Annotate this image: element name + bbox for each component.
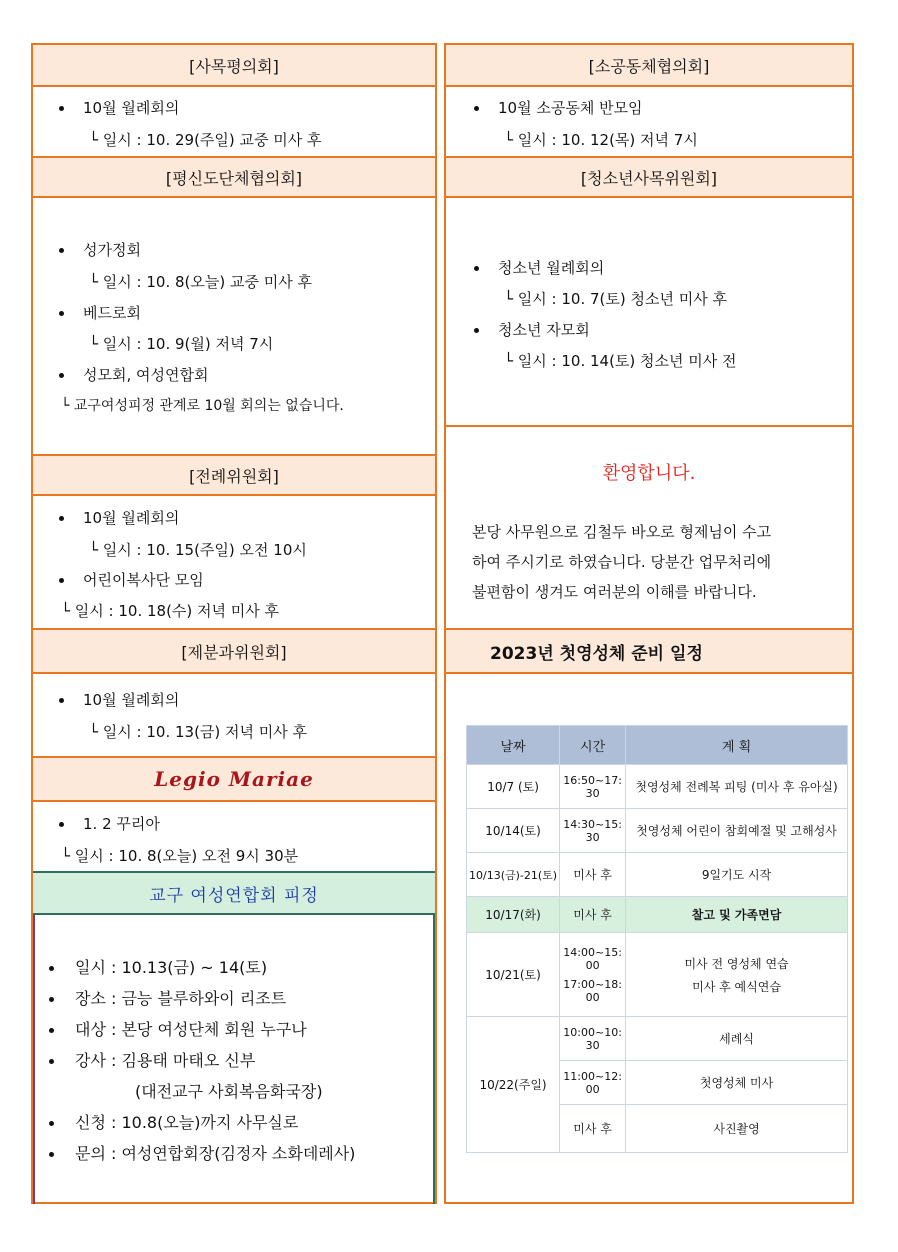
left-column: [31, 43, 437, 1204]
list-item-detail: └ 교구여성피정 관계로 10월 회의는 없습니다.: [61, 398, 344, 414]
laity-council-body: [33, 198, 435, 454]
bullet-icon: [474, 266, 479, 271]
date-cell: 10/14(토): [467, 809, 560, 853]
list-item-detail: └ 일시 : 10. 8(오늘) 교중 미사 후: [89, 273, 312, 291]
plan-cell: 첫영성체 미사: [626, 1061, 848, 1105]
table-row: [467, 933, 848, 1017]
time-value: 17:00~18:00: [563, 977, 622, 1004]
list-item-detail: └ 일시 : 10. 15(주일) 오전 10시: [89, 541, 307, 559]
list-item: 1. 2 꾸리아: [83, 815, 160, 833]
bullet-icon: [59, 516, 64, 521]
list-item: 베드로회: [83, 304, 141, 322]
liturgy-committee-body: [33, 496, 435, 628]
list-item-detail: └ 일시 : 10. 29(주일) 교중 미사 후: [89, 131, 322, 149]
liturgy-committee-title: [전례위원회]: [189, 466, 279, 486]
time-cell: 11:00~12:00: [560, 1061, 626, 1105]
date-cell: 10/22(주일): [467, 1017, 560, 1153]
list-item-detail: └ 일시 : 10. 12(목) 저녁 7시: [504, 131, 698, 149]
list-item-detail: └ 일시 : 10. 18(수) 저녁 미사 후: [61, 602, 280, 620]
pastoral-council-header: [33, 45, 435, 87]
liturgy-committee-header: [33, 454, 435, 496]
date-cell: 10/13(금)-21(토): [467, 853, 560, 897]
list-item-detail: └ 일시 : 10. 13(금) 저녁 미사 후: [89, 723, 308, 741]
table-row: [467, 765, 848, 809]
list-item: 어린이복사단 모임: [83, 571, 204, 589]
community-council-body: [446, 87, 852, 157]
column-header-plan: 계 획: [626, 726, 848, 765]
bullet-icon: [49, 1121, 54, 1126]
table-row: [467, 809, 848, 853]
table-row: [467, 853, 848, 897]
list-item: 성모회, 여성연합회: [83, 366, 209, 384]
time-cell: 16:50~17:30: [560, 765, 626, 809]
list-item: 10월 소공동체 반모임: [498, 99, 643, 117]
community-council-header: [446, 45, 852, 87]
time-value: 14:00~15:00: [563, 945, 622, 972]
retreat-item: 강사 : 김용태 마태오 신부: [75, 1051, 256, 1070]
welcome-title: 환영합니다.: [602, 463, 696, 484]
laity-council-header: [33, 156, 435, 198]
youth-committee-header: [446, 156, 852, 198]
legio-mariae-header: [33, 756, 435, 802]
retreat-item: 신청 : 10.8(오늘)까지 사무실로: [75, 1113, 299, 1132]
bullet-icon: [59, 578, 64, 583]
first-communion-header: [446, 628, 852, 674]
bullet-icon: [49, 1028, 54, 1033]
column-header-time: 시간: [560, 726, 626, 765]
plan-cell: 첫영성체 어린이 참회예절 및 고해성사: [626, 809, 848, 853]
plan-cell: 사진촬영: [626, 1105, 848, 1153]
welcome-line: 본당 사무원으로 김철두 바오로 형제님이 수고: [472, 523, 772, 541]
table-row: [467, 897, 848, 933]
plan-value: 미사 전 영성체 연습: [684, 956, 789, 971]
bullet-icon: [59, 106, 64, 111]
plan-cell: 세례식: [626, 1017, 848, 1061]
table-row: [467, 1017, 848, 1061]
welcome-line: 불편함이 생겨도 여러분의 이해를 바랍니다.: [472, 583, 757, 601]
list-item: 성가정회: [83, 241, 141, 259]
list-item-detail: └ 일시 : 10. 14(토) 청소년 미사 전: [504, 352, 737, 370]
list-item: 청소년 월례회의: [498, 259, 605, 277]
plan-cell: 9일기도 시작: [626, 853, 848, 897]
legio-mariae-body: [33, 802, 435, 872]
plan-cell: 첫영성체 전례복 피팅 (미사 후 유아실): [626, 765, 848, 809]
bullet-icon: [49, 997, 54, 1002]
retreat-speaker-note: (대전교구 사회복음화국장): [135, 1082, 323, 1101]
time-cell: 10:00~10:30: [560, 1017, 626, 1061]
first-communion-schedule-table: [466, 725, 848, 1153]
retreat-item: 일시 : 10.13(금) ~ 14(토): [75, 958, 268, 977]
retreat-title: 교구 여성연합회 피정: [149, 885, 319, 906]
bullet-icon: [474, 328, 479, 333]
laity-council-title: [평신도단체협의회]: [165, 168, 303, 188]
pastoral-council-body: [33, 87, 435, 157]
bullet-icon: [49, 1059, 54, 1064]
date-cell: 10/21(토): [467, 933, 560, 1017]
bullet-icon: [49, 1152, 54, 1157]
bullet-icon: [59, 822, 64, 827]
retreat-item: 문의 : 여성연합회장(김정자 소화데레사): [75, 1144, 356, 1163]
time-cell: 미사 후: [560, 897, 626, 933]
welcome-section: [446, 427, 852, 627]
plan-value: 미사 후 예식연습: [692, 979, 781, 994]
time-cell: [560, 933, 626, 1017]
plan-cell: [626, 933, 848, 1017]
retreat-header: [33, 871, 435, 915]
bullet-icon: [49, 966, 54, 971]
list-item-detail: └ 일시 : 10. 9(월) 저녁 7시: [89, 335, 274, 353]
bullet-icon: [59, 248, 64, 253]
youth-committee-body: [446, 198, 852, 427]
time-cell: 미사 후: [560, 1105, 626, 1153]
bullet-icon: [474, 106, 479, 111]
bullet-icon: [59, 698, 64, 703]
list-item: 10월 월례회의: [83, 99, 180, 117]
first-communion-title: 2023년 첫영성체 준비 일정: [490, 643, 703, 664]
right-column: [444, 43, 854, 1204]
altar-committee-title: [제분과위원회]: [181, 642, 287, 662]
youth-committee-title: [청소년사목위원회]: [580, 168, 718, 188]
pastoral-council-title: [사목평의회]: [189, 56, 279, 76]
retreat-item: 장소 : 금능 블루하와이 리조트: [75, 989, 287, 1008]
retreat-item: 대상 : 본당 여성단체 회원 누구나: [75, 1020, 307, 1039]
list-item: 10월 월례회의: [83, 691, 180, 709]
date-cell: 10/7 (토): [467, 765, 560, 809]
list-item-detail: └ 일시 : 10. 8(오늘) 오전 9시 30분: [61, 847, 299, 865]
time-cell: 14:30~15:30: [560, 809, 626, 853]
welcome-line: 하여 주시기로 하였습니다. 당분간 업무처리에: [472, 553, 772, 571]
list-item: 10월 월례회의: [83, 509, 180, 527]
date-cell: 10/17(화): [467, 897, 560, 933]
time-cell: 미사 후: [560, 853, 626, 897]
plan-cell: 찰고 및 가족면담: [626, 897, 848, 933]
community-council-title: [소공동체협의회]: [588, 56, 710, 76]
altar-committee-body: [33, 674, 435, 756]
altar-committee-header: [33, 628, 435, 674]
list-item-detail: └ 일시 : 10. 7(토) 청소년 미사 후: [504, 290, 727, 308]
list-item: 청소년 자모회: [498, 321, 590, 339]
legio-mariae-title: Legio Mariae: [154, 767, 314, 791]
retreat-body: [33, 915, 435, 1204]
column-header-date: 날짜: [467, 726, 560, 765]
bullet-icon: [59, 373, 64, 378]
table-header-row: [467, 726, 848, 765]
bullet-icon: [59, 311, 64, 316]
